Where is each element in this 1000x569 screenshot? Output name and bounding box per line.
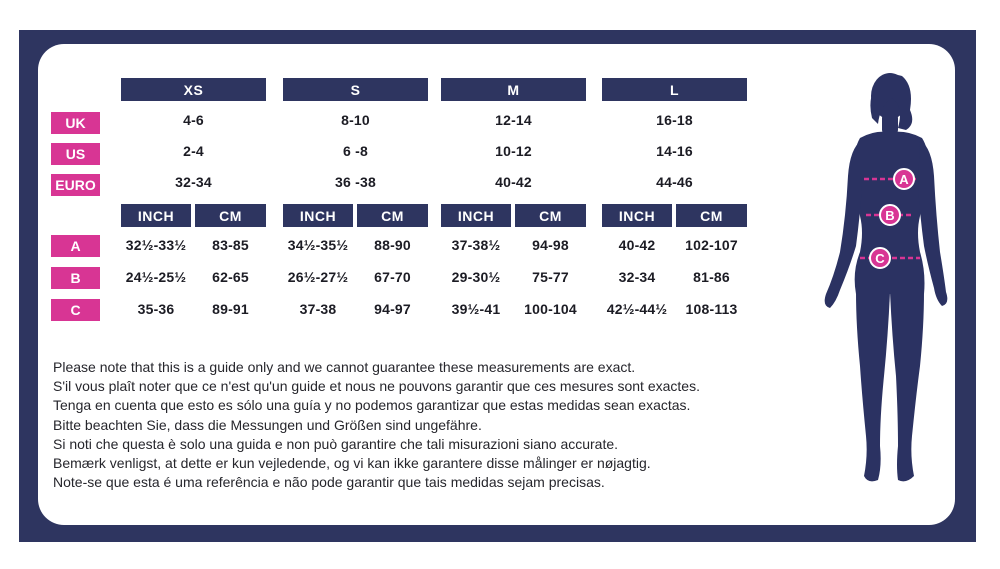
unit-header-cm: CM: [676, 204, 747, 227]
size-value-euro-l: 44-46: [656, 174, 693, 190]
measure-inch-a-l: 40-42: [618, 237, 656, 253]
note-portuguese: Note-se que esta é uma referência e não pode garantir que tais medidas sejam precisas.: [53, 474, 605, 491]
size-value-uk-s: 8-10: [341, 112, 370, 128]
measure-inch-a-xs: 32½-33½: [125, 237, 187, 253]
measure-cm-b-xs: 62-65: [212, 269, 249, 285]
measure-inch-a-m: 37-38½: [451, 237, 501, 253]
size-value-euro-xs: 32-34: [175, 174, 212, 190]
size-value-uk-l: 16-18: [656, 112, 693, 128]
marker-b: [880, 205, 900, 225]
unit-header-inch: INCH: [441, 204, 511, 227]
measure-cm-b-s: 67-70: [374, 269, 411, 285]
marker-a: [894, 169, 914, 189]
note-danish: Bemærk venligst, at dette er kun vejledende, og vi kan ikke garantere disse målinger er nøjagtig.: [53, 455, 651, 472]
measure-inch-a-s: 34½-35½: [287, 237, 349, 253]
size-header-l: L: [602, 78, 747, 101]
note-german: Bitte beachten Sie, dass die Messungen und Größen sind ungefähre.: [53, 416, 482, 433]
measure-cm-a-xs: 83-85: [212, 237, 249, 253]
measure-cm-c-xs: 89-91: [212, 301, 249, 317]
note-french: S'il vous plaît noter que ce n'est qu'un guide et nous ne pouvons garantir que ces mesures sont exactes.: [53, 378, 700, 395]
measure-inch-b-m: 29-30½: [451, 269, 501, 285]
note-english: Please note that this is a guide only and we cannot guarantee these measurements are exact.: [53, 359, 636, 375]
size-value-us-l: 14-16: [656, 143, 693, 159]
size-value-us-m: 10-12: [495, 143, 532, 159]
measure-inch-c-s: 37-38: [299, 301, 337, 317]
row-label-c: C: [51, 299, 100, 321]
measure-inch-c-xs: 35-36: [137, 301, 175, 317]
marker-c-label: C: [875, 251, 885, 266]
measure-cm-c-s: 94-97: [374, 301, 411, 317]
silhouette-shape: [825, 73, 948, 481]
measure-cm-b-m: 75-77: [532, 269, 569, 285]
note-spanish: Tenga en cuenta que esto es sólo una guía y no podemos garantizar que estas medidas sean exactas.: [53, 397, 691, 414]
unit-header-inch: INCH: [283, 204, 353, 227]
note-italian: Si noti che questa è solo una guida e non può garantire che tali misurazioni siano accurate.: [53, 435, 619, 452]
unit-header-inch: INCH: [602, 204, 672, 227]
measure-cm-b-l: 81-86: [693, 269, 730, 285]
measure-inch-c-m: 39½-41: [451, 301, 501, 317]
measure-inch-b-l: 32-34: [618, 269, 656, 285]
unit-header-cm: CM: [357, 204, 428, 227]
unit-header-cm: CM: [195, 204, 266, 227]
row-label-euro: EURO: [51, 174, 100, 196]
marker-a-label: A: [899, 172, 909, 187]
unit-header-cm: CM: [515, 204, 586, 227]
row-label-b: B: [51, 267, 100, 289]
size-value-euro-m: 40-42: [495, 174, 532, 190]
measure-inch-b-xs: 24½-25½: [125, 269, 187, 285]
row-label-us: US: [51, 143, 100, 165]
row-label-a: A: [51, 235, 100, 257]
measure-cm-a-m: 94-98: [532, 237, 569, 253]
size-value-us-xs: 2-4: [183, 143, 204, 159]
size-header-s: S: [283, 78, 428, 101]
size-value-us-s: 6 -8: [343, 143, 368, 159]
measure-inch-b-s: 26½-27½: [287, 269, 349, 285]
size-value-uk-xs: 4-6: [183, 112, 204, 128]
measure-cm-a-l: 102-107: [685, 237, 738, 253]
size-header-m: M: [441, 78, 586, 101]
measure-cm-a-s: 88-90: [374, 237, 411, 253]
marker-b-label: B: [885, 208, 895, 223]
measure-inch-c-l: 42½-44½: [606, 301, 668, 317]
row-label-uk: UK: [51, 112, 100, 134]
size-value-uk-m: 12-14: [495, 112, 532, 128]
unit-header-inch: INCH: [121, 204, 191, 227]
size-header-xs: XS: [121, 78, 266, 101]
disclaimer-notes: [53, 358, 813, 492]
measure-cm-c-m: 100-104: [524, 301, 577, 317]
size-value-euro-s: 36 -38: [335, 174, 376, 190]
marker-c: [870, 248, 890, 268]
measure-cm-c-l: 108-113: [685, 301, 738, 317]
body-silhouette-figure: [812, 66, 952, 496]
